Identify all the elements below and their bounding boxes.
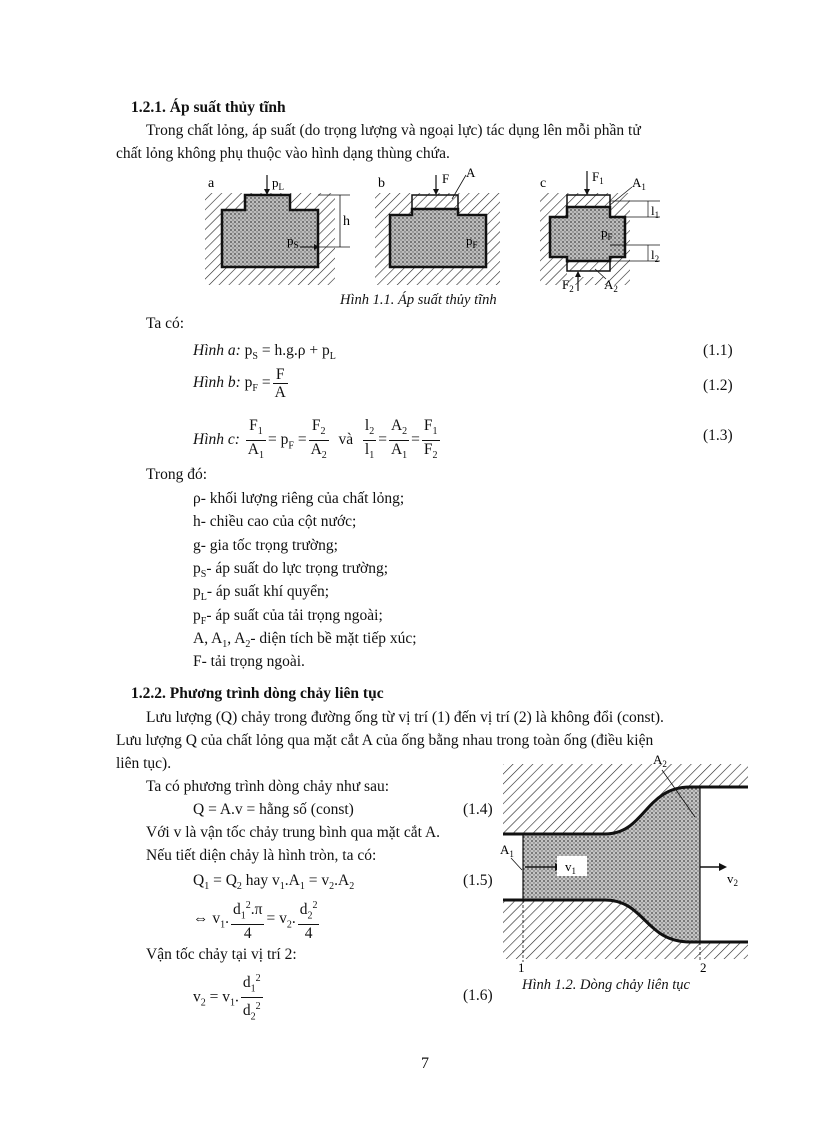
equation-number: (1.5) (463, 872, 493, 889)
equation-1-6: $v_2 = v_1$. $\frac{d_1^2}{d_2^2}$ (193, 970, 265, 1026)
figure-b (375, 165, 500, 285)
equation-1-5: $Q_1 = Q_2$ hay $v_1.A_1 = v_2.A_2$ (193, 872, 355, 893)
svg-text:1: 1 (518, 960, 525, 975)
svg-text:v1: $v_1$ (565, 859, 576, 876)
svg-text:pS: $p_S$ (287, 233, 299, 250)
figure-1-2 (495, 752, 755, 977)
equation-number: (1.4) (463, 801, 493, 818)
svg-text:A1: $A_1$ (632, 175, 646, 192)
trongdo-label: Trong đó: (146, 466, 208, 483)
svg-text:A2: $A_2$ (653, 752, 667, 769)
paragraph-line: chất lỏng không phụ thuộc vào hình dạng thùng chứa. (116, 145, 450, 162)
figure-1-2-caption: Hình 1.2. Dòng chảy liên tục (522, 977, 690, 993)
figure-1-1 (190, 165, 670, 293)
paragraph-line: Vận tốc chảy tại vị trí 2: (146, 946, 297, 963)
equation-number: (1.2) (703, 377, 733, 394)
equation-number: (1.6) (463, 987, 493, 1004)
section-title-1-2-2: 1.2.2. Phương trình dòng chảy liên tục (131, 685, 384, 702)
svg-text:pF: $p_F$ (601, 225, 613, 242)
svg-text:l2: $l_2$ (651, 247, 660, 264)
equation-1-5b: ⇔ $v_1$. $\frac{d_1^2.\pi}{4}$ = $v_2$. $\frac{d_2^2}{4}$ (193, 897, 321, 942)
paragraph-line: Lưu lượng (Q) chảy trong đường ống từ vị trí (1) đến vị trí (2) là không đổi (const). (146, 709, 664, 726)
paragraph-line: Lưu lượng Q của chất lỏng qua mặt cắt A của ống bằng nhau trong toàn ống (điều kiện (116, 732, 654, 749)
svg-text:F2: $F_2$ (562, 277, 574, 293)
definition-item: $p_S-$ áp suất do lực trọng trường; (193, 560, 388, 581)
svg-text:F1: $F_1$ (592, 169, 604, 186)
definition-item: ρ- khối lượng riêng của chất lỏng; (193, 490, 405, 507)
section-title-1-2-1: 1.2.1. Áp suất thủy tĩnh (131, 99, 286, 116)
svg-text:v2: $v_2$ (727, 871, 738, 888)
equation-1-3: Hình c: $\frac{F_1}{A_1}$ = $p_F$ = $\frac{F_2}{A_2}$ và $\frac{l_2}{l_1}$ = $\frac{A_2}{A_1}$ = $\frac{F_1}{F_2}$ (193, 417, 438, 462)
paragraph-line: Ta có phương trình dòng chảy như sau: (146, 778, 390, 795)
svg-text:b: b (378, 176, 385, 191)
paragraph-line: Nếu tiết diện chảy là hình tròn, ta có: (146, 847, 377, 864)
paragraph-line: Với v là vận tốc chảy trung bình qua mặt cắt A. (146, 824, 441, 841)
figure-c (540, 169, 660, 293)
definition-item: g- gia tốc trọng trường; (193, 537, 338, 554)
definition-item: $p_L-$ áp suất khí quyển; (193, 583, 330, 604)
definition-item: $p_F-$ áp suất của tải trọng ngoài; (193, 607, 383, 628)
equation-number: (1.1) (703, 342, 733, 359)
svg-text:pF: $p_F$ (466, 233, 478, 250)
svg-text:F: F (442, 171, 450, 186)
svg-text:l1: $l_1$ (651, 203, 660, 220)
definition-item: F- tải trọng ngoài. (193, 653, 305, 670)
equation-1-4: Q = A.v = hằng số (const) (193, 801, 354, 818)
svg-text:A1: $A_1$ (500, 842, 514, 859)
svg-text:A: A (466, 165, 476, 180)
paragraph-line: Trong chất lỏng, áp suất (do trọng lượng và ngoại lực) tác dụng lên mỗi phần tử (146, 122, 641, 139)
figure-a (205, 175, 350, 285)
equation-1-1: Hình a: $p_S = h.g.\rho + p_L$ (193, 342, 336, 363)
equation-1-2: Hình b: $p_F$ = $\frac{F}{A}$ (193, 366, 286, 401)
svg-text:pL: $p_L$ (272, 175, 284, 192)
definition-item: h- chiều cao của cột nước; (193, 513, 357, 530)
definition-item: A, $A_1$, $A_2-$ diện tích bề mặt tiếp xúc; (193, 630, 417, 651)
svg-text:2: 2 (700, 960, 707, 975)
page-number: 7 (421, 1055, 429, 1072)
fig-a-label: a (208, 176, 215, 191)
svg-text:h: h (343, 214, 350, 229)
figure-1-1-caption: Hình 1.1. Áp suất thủy tĩnh (340, 292, 497, 308)
paragraph-line: liên tục). (116, 755, 172, 772)
svg-text:A2: $A_2$ (604, 277, 618, 293)
svg-text:c: c (540, 176, 547, 191)
equation-number: (1.3) (703, 427, 733, 444)
taco-label: Ta có: (146, 315, 185, 332)
